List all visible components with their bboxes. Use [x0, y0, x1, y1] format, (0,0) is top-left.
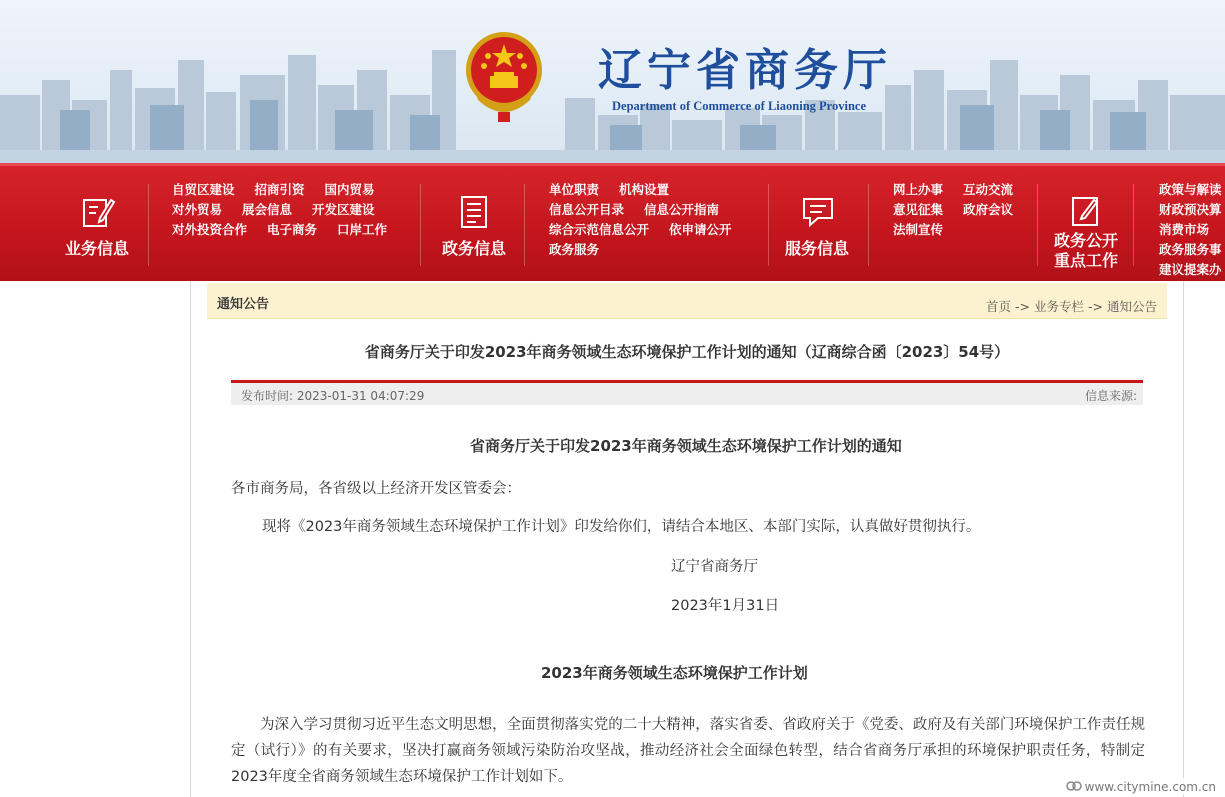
body-paragraph: 现将《2023年商务领域生态环境保护工作计划》印发给你们，请结合本地区、本部门实际，认真做好贯彻执行。	[262, 519, 981, 535]
info-source: 信息来源:	[1084, 389, 1137, 403]
nav-links-service	[893, 180, 1033, 240]
nav-link[interactable]: 口岸工作	[337, 222, 388, 237]
nav-category-label: 服务信息	[785, 239, 850, 258]
notice-heading: 省商务厅关于印发2023年商务领域生态环境保护工作计划的通知	[470, 437, 902, 455]
nav-link[interactable]: 依申请公开	[669, 222, 732, 237]
content-frame-right	[1183, 281, 1184, 797]
nav-link[interactable]: 政务服务事	[1159, 242, 1222, 257]
breadcrumb-separator: ->	[1088, 299, 1103, 314]
nav-link[interactable]: 政策与解读	[1159, 182, 1222, 197]
nav-link[interactable]: 招商引资	[254, 182, 305, 197]
chat-icon	[800, 194, 836, 230]
nav-link[interactable]: 消费市场	[1159, 222, 1210, 237]
nav-link[interactable]: 对外贸易	[172, 202, 223, 217]
publish-time-label: 发布时间:	[241, 389, 294, 403]
nav-category-service[interactable]	[772, 166, 864, 281]
watermark-text: www.citymine.com.cn	[1084, 780, 1216, 794]
pen-icon	[80, 194, 116, 230]
nav-category-label: 政务公开	[1054, 231, 1119, 250]
site-subtitle: Department of Commerce of Liaoning Province	[612, 99, 866, 113]
nav-link[interactable]: 法制宣传	[893, 222, 944, 237]
nav-divider	[768, 184, 769, 266]
breadcrumb-column-link[interactable]: 业务专栏	[1033, 299, 1084, 314]
nav-link[interactable]: 机构设置	[619, 182, 670, 197]
nav-link[interactable]: 互动交流	[963, 182, 1014, 197]
nav-link[interactable]: 自贸区建设	[172, 182, 235, 197]
nav-link[interactable]: 展会信息	[242, 202, 293, 217]
nav-divider	[1133, 184, 1134, 266]
nav-link[interactable]: 电子商务	[267, 222, 318, 237]
nav-link[interactable]: 综合示范信息公开	[549, 222, 650, 237]
nav-link[interactable]: 单位职责	[549, 182, 600, 197]
nav-category-government[interactable]	[428, 166, 520, 281]
nav-link[interactable]: 建议提案办	[1159, 262, 1222, 277]
nav-category-label: 业务信息	[65, 239, 130, 258]
national-emblem-icon	[460, 26, 548, 126]
nav-link[interactable]: 对外投资合作	[172, 222, 248, 237]
article-title: 省商务厅关于印发2023年商务领域生态环境保护工作计划的通知（辽商综合函〔2023〕54号）	[364, 343, 1010, 361]
breadcrumb-separator: ->	[1015, 299, 1030, 314]
publish-time	[241, 387, 424, 404]
nav-link[interactable]: 信息公开指南	[644, 202, 720, 217]
nav-divider	[1037, 184, 1038, 266]
main-navigation	[0, 163, 1225, 281]
document-date: 2023年1月31日	[671, 598, 780, 614]
nav-link[interactable]: 信息公开目录	[549, 202, 625, 217]
plan-paragraph: 为深入学习贯彻习近平生态文明思想，全面贯彻落实党的二十大精神，落实省委、省政府关于《党委、政府及有关部门环境保护工作责任规定（试行）》的有关要求，坚决打赢商务领域污染防治攻坚战，推动经济社会全面绿色转型，结合省商务厅承担的环境保护职责任务，特制定2023年度全省商务领域生态环境保护工作计划如下。	[231, 717, 1145, 785]
breadcrumb-home-link[interactable]: 首页	[985, 299, 1011, 314]
nav-category-business[interactable]	[50, 166, 146, 281]
edit-icon	[1070, 194, 1102, 228]
nav-category-key-work[interactable]	[1040, 166, 1132, 281]
nav-divider	[148, 184, 149, 266]
header-banner	[0, 0, 1225, 165]
publish-time-value: 2023-01-31 04:07:29	[296, 389, 425, 403]
nav-category-label: 政务信息	[442, 239, 507, 258]
breadcrumb-notice-link[interactable]: 通知公告	[1106, 299, 1157, 314]
breadcrumb-bar	[207, 283, 1167, 319]
nav-link[interactable]: 政务服务	[549, 242, 600, 257]
addressee: 各市商务局，各省级以上经济开发区管委会：	[231, 481, 521, 497]
nav-divider	[420, 184, 421, 266]
nav-category-label: 重点工作	[1054, 251, 1119, 270]
document-icon	[458, 194, 490, 230]
watermark-logo-icon	[1066, 779, 1082, 793]
nav-link[interactable]: 意见征集	[893, 202, 944, 217]
nav-link[interactable]: 国内贸易	[324, 182, 375, 197]
plan-heading: 2023年商务领域生态环境保护工作计划	[541, 664, 808, 682]
nav-links-key-work	[1159, 180, 1225, 280]
nav-links-government	[549, 180, 752, 260]
nav-link[interactable]: 财政预决算	[1159, 202, 1222, 217]
breadcrumb	[986, 297, 1157, 315]
nav-link[interactable]: 开发区建设	[312, 202, 375, 217]
nav-link[interactable]: 政府会议	[963, 202, 1014, 217]
content-frame-left	[190, 281, 191, 797]
nav-divider	[868, 184, 869, 266]
nav-divider	[524, 184, 525, 266]
article-meta-bar	[231, 380, 1143, 405]
section-title: 通知公告	[217, 297, 270, 312]
watermark	[1063, 778, 1219, 795]
nav-links-business	[172, 180, 407, 240]
nav-link[interactable]: 网上办事	[893, 182, 944, 197]
signature: 辽宁省商务厅	[671, 559, 758, 575]
site-title: 辽宁省商务厅	[598, 45, 892, 96]
